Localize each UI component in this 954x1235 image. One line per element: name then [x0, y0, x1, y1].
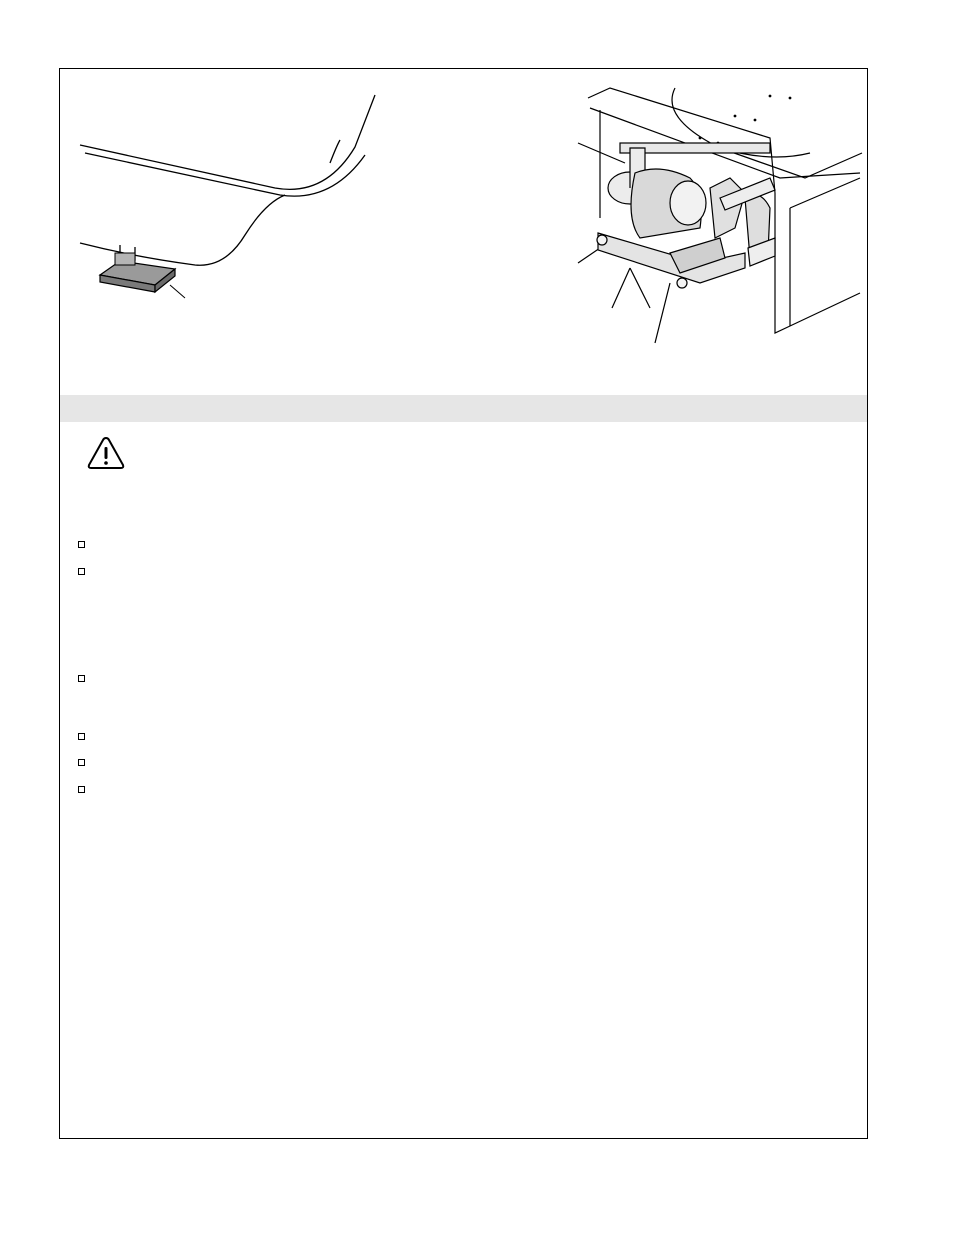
pump-assembly-illustration: [570, 78, 865, 353]
checkbox-square-icon: [78, 786, 85, 793]
checkbox-square-icon: [78, 568, 85, 575]
warning-triangle-icon: [86, 435, 126, 471]
leveling-pad: [100, 253, 175, 292]
section-header-band: [60, 395, 867, 422]
pad-callout-line: [170, 285, 185, 298]
checkbox-square-icon: [78, 541, 85, 548]
checkbox-square-icon: [78, 733, 85, 740]
checkbox-square-icon: [78, 759, 85, 766]
tub-leveling-pad-illustration: [75, 85, 395, 325]
checkbox-square-icon: [78, 675, 85, 682]
